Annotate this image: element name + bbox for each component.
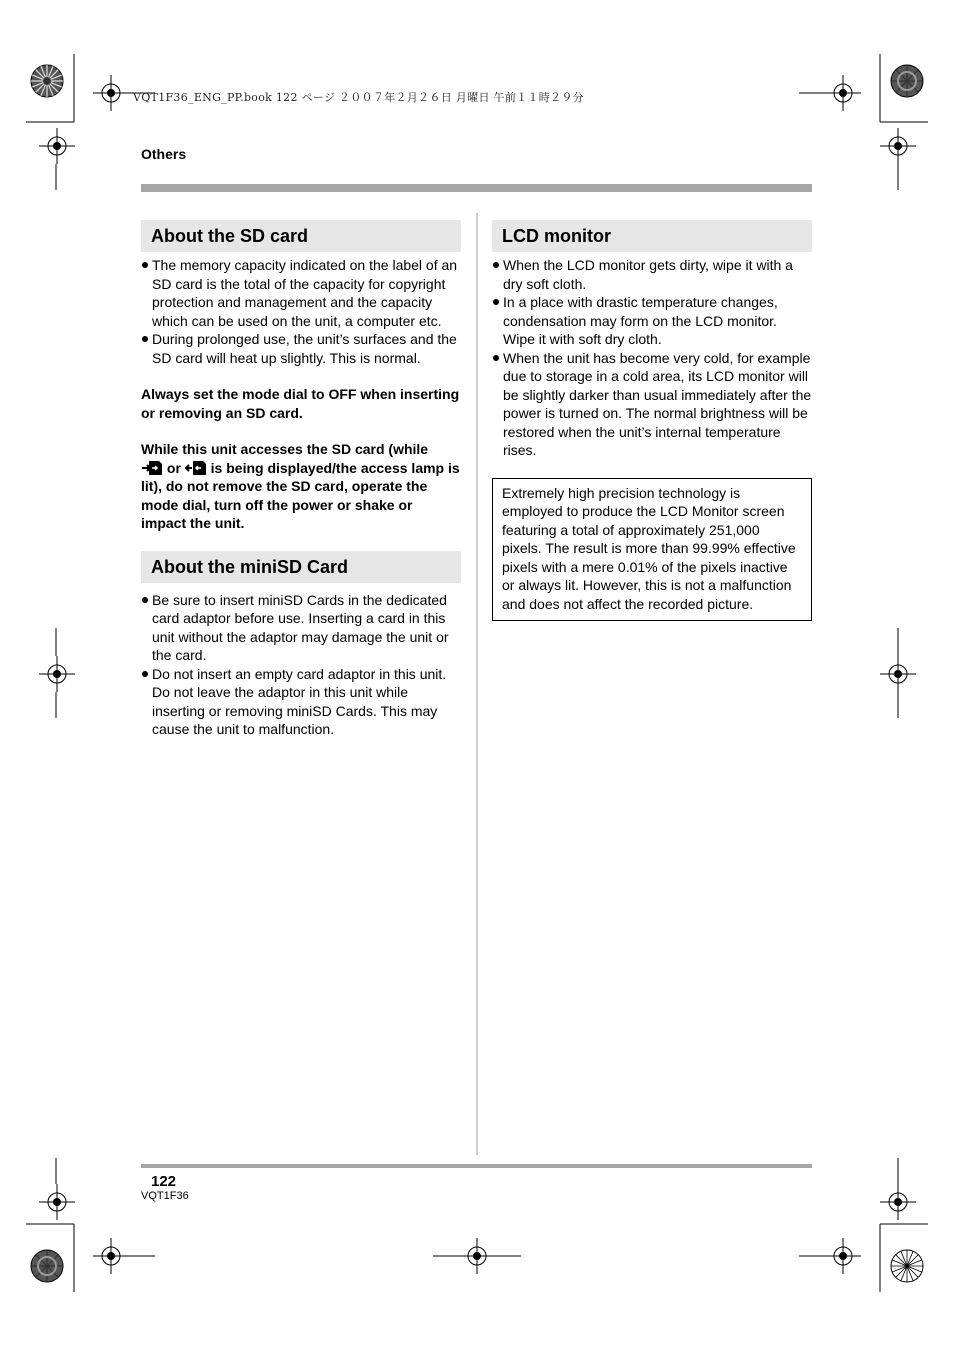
page-number: 122 — [151, 1173, 177, 1190]
sd-card-bullets — [141, 256, 461, 367]
minisd-card-heading: About the miniSD Card — [141, 551, 461, 583]
footer-rule — [141, 1164, 812, 1168]
list-item: Be sure to insert miniSD Cards in the dedicated card adaptor before use. Inserting a card in this unit without the adaptor may damage the unit or the card. — [141, 591, 461, 665]
model-code: VQT1F36 — [141, 1190, 189, 1202]
card-access-write-icon — [141, 460, 163, 476]
minisd-card-bullets — [141, 591, 461, 739]
lcd-monitor-heading: LCD monitor — [492, 220, 812, 252]
list-item: When the unit has become very cold, for example due to storage in a cold area, its LCD monitor will be slightly darker than usual immediately after the power is turned on. The normal brightness will be restored when the unit’s internal temperature rises. — [492, 349, 812, 460]
print-header: VQT1F36_ENG_PP.book 122 ページ ２００７年２月２６日 月曜日 午前１１時２９分 — [133, 91, 584, 104]
sd-card-heading: About the SD card — [141, 220, 461, 252]
mode-dial-warning: Always set the mode dial to OFF when inserting or removing an SD card. — [141, 386, 460, 421]
header-rule — [141, 184, 812, 192]
list-item: Do not insert an empty card adaptor in this unit. Do not leave the adaptor in this unit while inserting or removing miniSD Cards. This may cause the unit to malfunction. — [141, 665, 461, 739]
card-access-warning-part1: While this unit accesses the SD card (while — [141, 441, 429, 457]
column-divider — [476, 213, 478, 1155]
left-column — [141, 220, 461, 739]
card-access-warning-part2: is being displayed/the access lamp is lit), do not remove the SD card, operate the mode dial, turn off the power or shake or impact the unit. — [141, 459, 460, 531]
card-access-warning — [141, 440, 461, 533]
list-item: During prolonged use, the unit’s surfaces and the SD card will heat up slightly. This is normal. — [141, 330, 461, 367]
right-column — [492, 220, 812, 621]
or-word: or — [166, 459, 181, 476]
lcd-precision-note: Extremely high precision technology is employed to produce the LCD Monitor screen featuring a total of approximately 251,000 pixels. The result is more than 99.99% effective pixels with a mere 0.01% of the pixels inactive or always lit. However, this is not a malfunction and does not affect the recorded picture. — [492, 478, 812, 622]
list-item: The memory capacity indicated on the label of an SD card is the total of the capacity for copyright protection and management and the capacity which can be used on the unit, a computer etc. — [141, 256, 461, 330]
list-item: When the LCD monitor gets dirty, wipe it with a dry soft cloth. — [492, 256, 812, 293]
lcd-monitor-bullets — [492, 256, 812, 460]
card-access-read-icon — [185, 460, 207, 476]
section-label: Others — [141, 146, 187, 162]
list-item: In a place with drastic temperature changes, condensation may form on the LCD monitor. Wipe it with soft dry cloth. — [492, 293, 812, 349]
